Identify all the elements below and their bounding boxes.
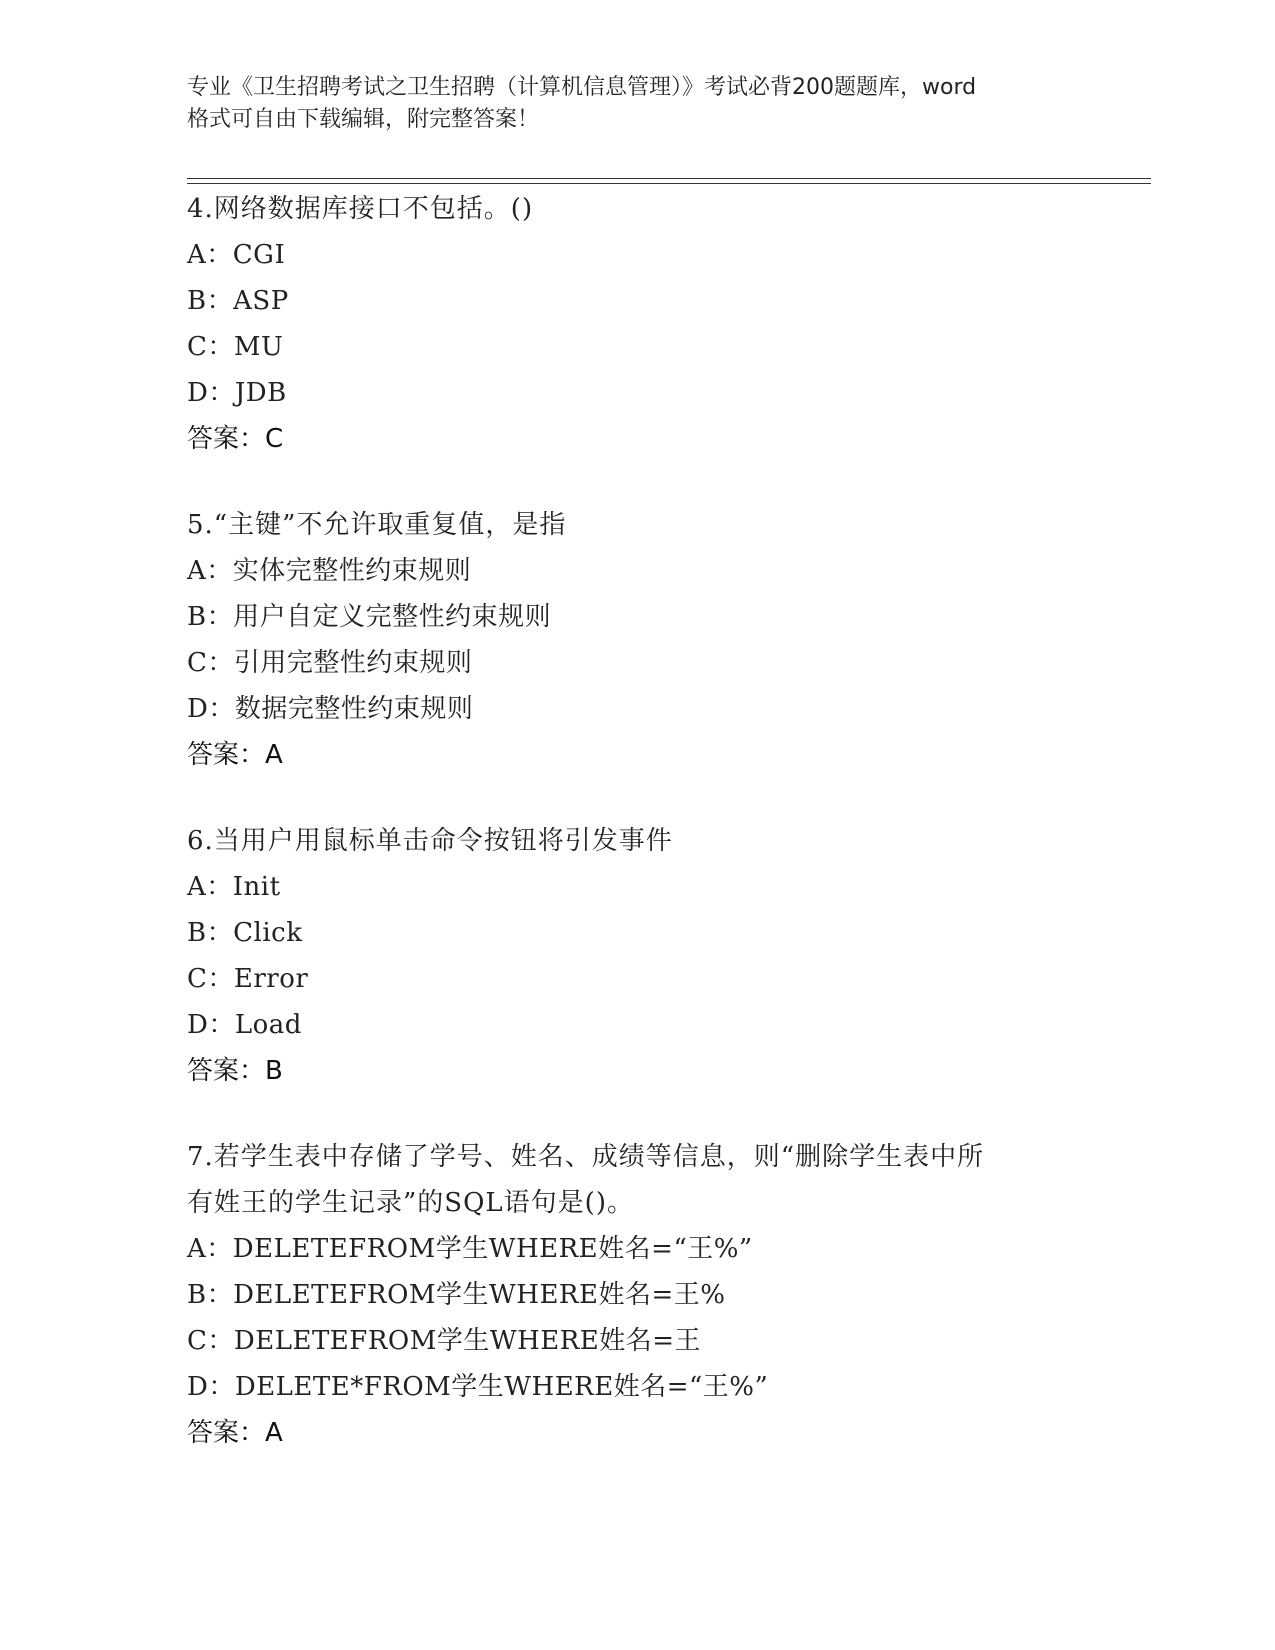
question-stem: 4.网络数据库接口不包括。() <box>187 194 534 224</box>
header-divider-bottom <box>187 183 1151 184</box>
question-stem-line-2: 有姓王的学生记录”的SQL语句是()。 <box>187 1188 634 1218</box>
option-b: B：用户自定义完整性约束规则 <box>187 602 552 632</box>
question-block <box>187 1134 1087 1456</box>
option-b: B：DELETEFROM学生WHERE姓名=王% <box>187 1280 726 1310</box>
option-c: C：DELETEFROM学生WHERE姓名=王 <box>187 1326 702 1356</box>
option-a: A：Init <box>187 872 281 902</box>
option-a: A：CGI <box>187 240 286 270</box>
answer-label: 答案：B <box>187 1056 283 1086</box>
document-header <box>187 72 1087 136</box>
option-c: C：引用完整性约束规则 <box>187 648 473 678</box>
question-block <box>187 186 1087 462</box>
option-c: C：Error <box>187 964 309 994</box>
answer-label: 答案：A <box>187 740 283 770</box>
question-block <box>187 502 1087 778</box>
option-b: B：Click <box>187 918 303 948</box>
option-a: A：DELETEFROM学生WHERE姓名=“王%” <box>187 1234 753 1264</box>
header-line-1: 专业《卫生招聘考试之卫生招聘（计算机信息管理）》考试必背200题题库，word <box>187 75 977 100</box>
option-b: B：ASP <box>187 286 289 316</box>
question-stem: 5.“主键”不允许取重复值，是指 <box>187 510 567 540</box>
header-divider-top <box>187 178 1151 179</box>
header-line-2: 格式可自由下载编辑，附完整答案！ <box>187 107 540 132</box>
answer-label: 答案：C <box>187 424 284 454</box>
question-block <box>187 818 1087 1094</box>
option-d: D：JDB <box>187 378 287 408</box>
option-d: D：数据完整性约束规则 <box>187 694 474 724</box>
answer-label: 答案：A <box>187 1418 283 1448</box>
option-d: D：Load <box>187 1010 302 1040</box>
option-d: D：DELETE*FROM学生WHERE姓名=“王%” <box>187 1372 769 1402</box>
option-a: A：实体完整性约束规则 <box>187 556 472 586</box>
question-stem-line-1: 7.若学生表中存储了学号、姓名、成绩等信息，则“删除学生表中所 <box>187 1142 985 1172</box>
option-c: C：MU <box>187 332 284 362</box>
question-stem: 6.当用户用鼠标单击命令按钮将引发事件 <box>187 826 673 856</box>
